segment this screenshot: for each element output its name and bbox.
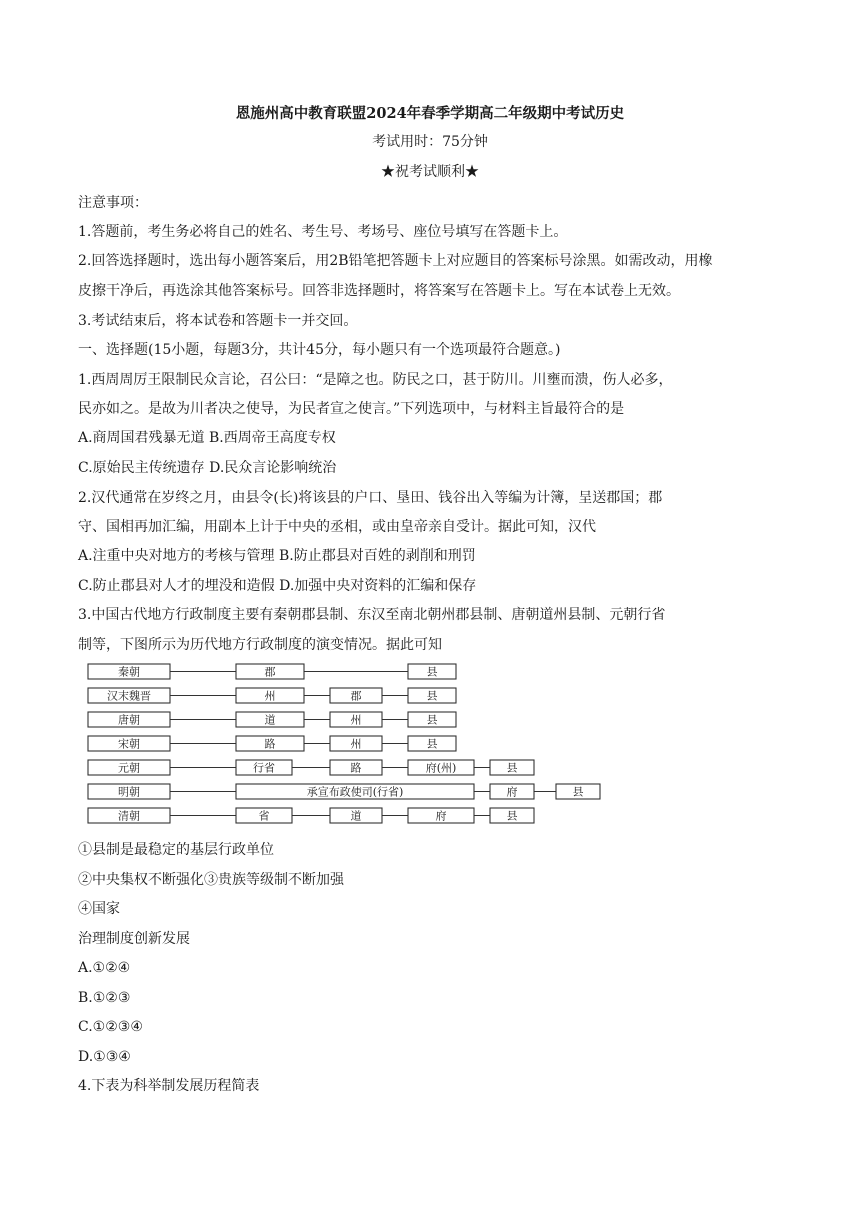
level-4-2-label: 府(州) [425, 761, 457, 775]
q3-option-a: A.①②④ [78, 960, 131, 976]
level-6-1-label: 道 [350, 809, 362, 823]
level-6-0-label: 省 [258, 809, 270, 823]
level-5-2-label: 县 [572, 785, 584, 799]
dynasty-1-label: 汉末魏晋 [107, 689, 151, 703]
q3-statement-2-3: ②中央集权不断强化③贵族等级制不断加强 [78, 872, 344, 888]
level-4-3-label: 县 [506, 761, 518, 775]
q3-statement-4-line-1: ④国家 [78, 901, 120, 917]
level-3-1-label: 州 [350, 737, 362, 751]
level-4-0-label: 行省 [253, 761, 275, 775]
admin-system-diagram [86, 662, 606, 832]
level-2-1-label: 州 [350, 713, 362, 727]
section-heading: 一、选择题(15小题，每题3分，共计45分，每小题只有一个选项最符合题意。) [78, 342, 561, 358]
note-2-line-2: 皮擦干净后，再选涂其他答案标号。回答非选择题时，将答案写在答题卡上。写在本试卷上无效。 [78, 283, 680, 299]
dynasty-4-label: 元朝 [118, 761, 140, 775]
q2-stem-line-2: 守、国相再加汇编，用副本上计于中央的丞相，或由皇帝亲自受计。据此可知，汉代 [78, 519, 596, 535]
level-5-1-label: 府 [506, 785, 518, 799]
level-1-2-label: 县 [426, 689, 438, 703]
q2-options-ab: A.注重中央对地方的考核与管理 B.防止郡县对百姓的剥削和刑罚 [78, 548, 476, 564]
note-2-line-1: 2.回答选择题时，选出每小题答案后，用2B铅笔把答题卡上对应题目的答案标号涂黑。如需改动，用橡 [78, 253, 713, 269]
level-3-2-label: 县 [426, 737, 438, 751]
exam-title: 恩施州高中教育联盟2024年春季学期高二年级期中考试历史 [235, 105, 625, 122]
note-1: 1.答题前，考生务必将自己的姓名、考生号、考场号、座位号填写在答题卡上。 [78, 224, 568, 240]
exam-duration: 考试用时：75分钟 [372, 134, 488, 150]
q1-stem-line-1: 1.西周周厉王限制民众言论，召公曰：“是障之也。防民之口，甚于防川。川壅而溃，伤人必多， [78, 372, 673, 388]
q1-options-cd: C.原始民主传统遗存 D.民众言论影响统治 [78, 460, 337, 476]
q2-options-cd: C.防止郡县对人才的埋没和造假 D.加强中央对资料的汇编和保存 [78, 578, 477, 594]
level-1-1-label: 郡 [350, 689, 362, 703]
dynasty-2-label: 唐朝 [118, 713, 140, 727]
dynasty-5-label: 明朝 [118, 785, 140, 799]
q1-options-ab: A.商周国君残暴无道 B.西周帝王高度专权 [78, 430, 336, 446]
level-2-2-label: 县 [426, 713, 438, 727]
admin-system-svg [86, 662, 606, 832]
level-0-0-label: 郡 [264, 665, 276, 679]
level-1-0-label: 州 [264, 689, 276, 703]
q4-stem: 4.下表为科举制发展历程简表 [78, 1078, 260, 1094]
q3-stem-line-1: 3.中国古代地方行政制度主要有秦朝郡县制、东汉至南北朝州郡县制、唐朝道州县制、元朝行省 [78, 607, 666, 623]
dynasty-6-label: 清朝 [118, 809, 140, 823]
level-4-1-label: 路 [350, 761, 362, 775]
level-3-0-label: 路 [264, 737, 276, 751]
q3-stem-line-2: 制等，下图所示为历代地方行政制度的演变情况。据此可知 [78, 637, 442, 653]
level-6-2-label: 府 [435, 809, 447, 823]
note-3: 3.考试结束后，将本试卷和答题卡一并交回。 [78, 313, 358, 329]
q3-option-c: C.①②③④ [78, 1019, 143, 1035]
dynasty-0-label: 秦朝 [118, 665, 140, 679]
notes-heading: 注意事项： [78, 195, 148, 211]
q3-statement-1: ①县制是最稳定的基层行政单位 [78, 842, 274, 858]
q3-option-d: D.①③④ [78, 1049, 131, 1065]
q1-stem-line-2: 民亦如之。是故为川者决之使导，为民者宣之使言。”下列选项中，与材料主旨最符合的是 [78, 401, 625, 417]
dynasty-3-label: 宋朝 [118, 737, 140, 751]
exam-wish: ★祝考试顺利★ [381, 164, 479, 180]
q3-option-b: B.①②③ [78, 990, 131, 1006]
q3-statement-4-line-2: 治理制度创新发展 [78, 931, 190, 947]
level-2-0-label: 道 [264, 713, 276, 727]
level-5-0-label: 承宣布政使司(行省) [306, 785, 404, 799]
q2-stem-line-1: 2.汉代通常在岁终之月，由县令(长)将该县的户口、垦田、钱谷出入等编为计簿，呈送郡国；郡 [78, 490, 663, 506]
level-6-3-label: 县 [506, 809, 518, 823]
level-0-1-label: 县 [426, 665, 438, 679]
